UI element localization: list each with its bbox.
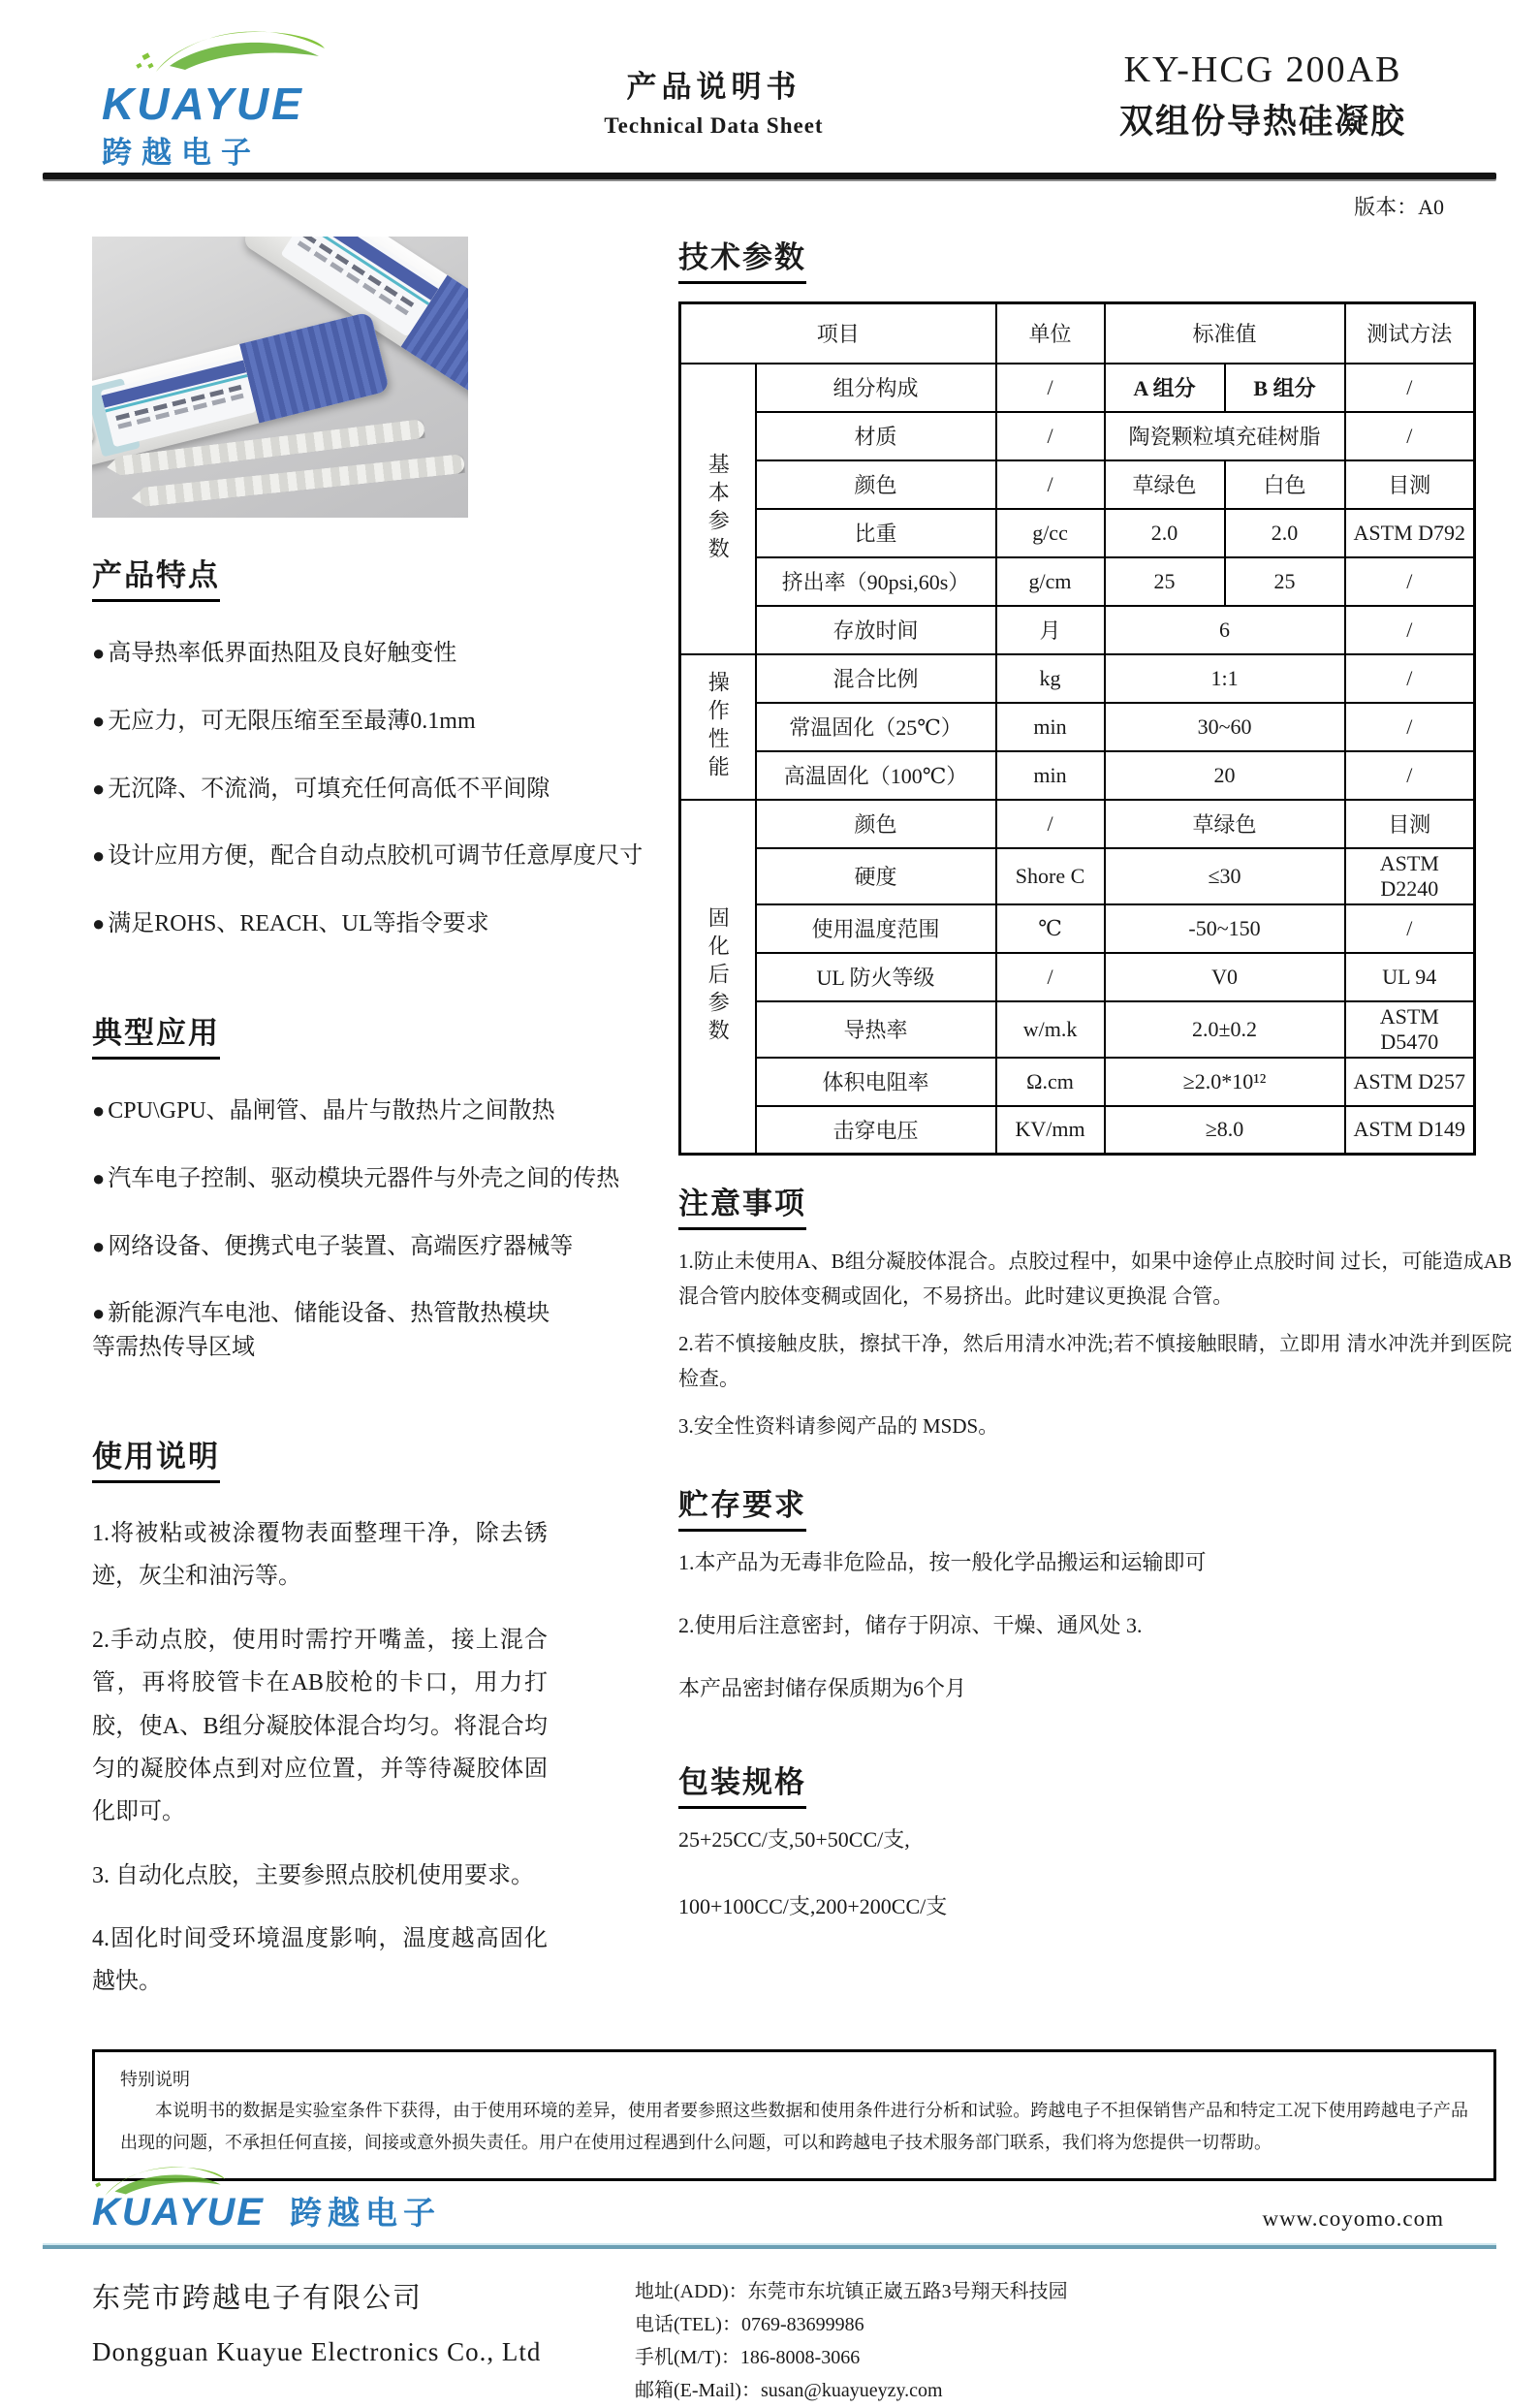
param-method: ASTM D2240 [1345,848,1475,904]
param-method: / [1345,703,1475,751]
application-item: ● 新能源汽车电池、储能设备、热管散热模块等需热传导区域 [92,1297,557,1365]
table-row [680,751,1475,800]
param-unit: / [996,364,1105,412]
param-method: ASTM D5470 [1345,1001,1475,1058]
note-item: 1.防止未使用A、B组分凝胶体混合。点胶过程中，如果中途停止点胶时间 过长，可能造成AB混合管内胶体变稠或固化，不易挤出。此时建议更换混 合管。 [678,1250,1512,1309]
table-row [680,606,1475,654]
param-name: 材质 [756,412,996,460]
param-group-basic: 基本参数 [680,364,756,654]
param-method: / [1345,606,1475,654]
application-item: ● 汽车电子控制、驱动模块元器件与外壳之间的传热 [92,1162,548,1196]
table-row [680,460,1475,509]
param-name: UL 防火等级 [756,953,996,1001]
contact-mobile: 手机(M/T)：186-8008-3066 [635,2347,861,2369]
param-value-a: 草绿色 [1105,460,1225,509]
logo-brand-en: KUAYUE [102,79,304,129]
feature-item: ● 高导热率低界面热阻及良好触变性 [92,637,548,671]
storage-item: 本产品密封储存保质期为6个月 [678,1675,967,1700]
param-method: / [1345,557,1475,606]
param-name: 硬度 [756,848,996,904]
logo-brand-en: KUAYUE [92,2191,265,2234]
param-method: / [1345,654,1475,703]
param-value-b: 2.0 [1225,509,1345,557]
table-row [680,654,1475,703]
special-note-title: 特别说明 [120,2069,190,2089]
param-unit: g/cm [996,557,1105,606]
company-logo [102,21,393,172]
footer-info [0,2249,1539,2408]
product-name: 双组份导热硅凝胶 [1118,103,1406,141]
packaging-list [678,1822,1512,1923]
param-value: 草绿色 [1105,800,1345,848]
param-name: 挤出率（90psi,60s） [756,557,996,606]
company-block [92,2276,635,2408]
param-unit: / [996,953,1105,1001]
param-method: 目测 [1345,800,1475,848]
company-name-en: Dongguan Kuayue Electronics Co., Ltd [92,2337,542,2367]
logo-swoosh-icon [133,21,336,81]
param-value: V0 [1105,953,1345,1001]
param-unit: / [996,800,1105,848]
param-unit: g/cc [996,509,1105,557]
table-row [680,1058,1475,1106]
param-unit: Shore C [996,848,1105,904]
application-item: ● CPU\GPU、晶闸管、晶片与散热片之间散热 [92,1094,548,1128]
param-name: 混合比例 [756,654,996,703]
table-row [680,557,1475,606]
section-title-notes: 注意事项 [678,1179,806,1230]
special-note-box [92,2049,1496,2182]
contact-address: 地址(ADD)：东莞市东坑镇正崴五路3号翔天科技园 [635,2281,1068,2303]
param-value: 2.0±0.2 [1105,1001,1345,1058]
param-value-a: A 组分 [1105,364,1225,412]
param-name: 组分构成 [756,364,996,412]
table-row [680,848,1475,904]
storage-list [678,1545,1512,1706]
param-name: 常温固化（25℃） [756,703,996,751]
tech-params-table [678,301,1476,1156]
param-name: 导热率 [756,1001,996,1058]
param-method: ASTM D792 [1345,509,1475,557]
col-header-unit: 单位 [996,303,1105,364]
param-name: 使用温度范围 [756,904,996,953]
param-value: 20 [1105,751,1345,800]
param-unit: w/m.k [996,1001,1105,1058]
param-unit: ℃ [996,904,1105,953]
version-label: 版本：A0 [1354,195,1444,219]
param-unit: min [996,703,1105,751]
contact-email: 邮箱(E-Mail)：susan@kuayueyzy.com [635,2380,943,2402]
param-group-operation: 操作性能 [680,654,756,800]
product-title-block [1035,21,1491,143]
doc-title-block [393,21,1035,139]
packaging-item: 100+100CC/支,200+200CC/支 [678,1894,948,1919]
application-item: ● 网络设备、便携式电子装置、高端医疗器械等 [92,1230,548,1264]
product-photo [92,237,468,518]
section-title-tech-params: 技术参数 [678,233,806,284]
col-header-item: 项目 [680,303,996,364]
param-value-b: 25 [1225,557,1345,606]
cartridge-plunger [239,311,390,423]
storage-item: 1.本产品为无毒非危险品，按一般化学品搬运和运输即可 [678,1549,1207,1574]
param-value: ≤30 [1105,848,1345,904]
param-value: 30~60 [1105,703,1345,751]
usage-list [92,1512,548,2004]
header [0,0,1539,171]
col-header-std: 标准值 [1105,303,1345,364]
param-name: 比重 [756,509,996,557]
applications-list [92,1094,620,1365]
note-item: 3.安全性资料请参阅产品的 MSDS。 [678,1414,999,1439]
param-unit: Ω.cm [996,1058,1105,1106]
param-method: / [1345,364,1475,412]
param-value-b: B 组分 [1225,364,1345,412]
logo-brand-cn: 跨越电子 [102,136,261,170]
param-value-a: 2.0 [1105,509,1225,557]
param-name: 存放时间 [756,606,996,654]
contact-block [635,2276,1068,2408]
website-text: www.coyomo.com [1262,2206,1444,2232]
param-method: / [1345,751,1475,800]
features-list [92,637,644,941]
table-row [680,1001,1475,1058]
param-value: ≥2.0*10¹² [1105,1058,1345,1106]
usage-step: 4.固化时间受环境温度影响，温度越高固化越快。 [92,1926,548,1995]
special-note-body: 本说明书的数据是实验室条件下获得，由于使用环境的差异，使用者要参照这些数据和使用条件进行分析和试验。跨越电子不担保销售产品和特定工况下使用跨越电子产品出现的问题，不承担任何直接，间接或意外损失责任。用户在使用过程遇到什么问题，可以和跨越电子技术服务部门联系，我们将为您提供一切帮助。 [120,2100,1468,2153]
col-header-method: 测试方法 [1345,303,1475,364]
param-value: 1:1 [1105,654,1345,703]
table-row [680,703,1475,751]
feature-item: ● 无应力，可无限压缩至至最薄0.1mm [92,705,548,739]
note-item: 2.若不慎接触皮肤，擦拭干净，然后用清水冲洗;若不慎接触眼睛，立即用 清水冲洗并到医院检查。 [678,1332,1512,1391]
table-row [680,904,1475,953]
param-value: -50~150 [1105,904,1345,953]
table-row [680,412,1475,460]
param-value-b: 白色 [1225,460,1345,509]
section-title-storage: 贮存要求 [678,1480,806,1532]
footer [0,2181,1539,2408]
param-value: ≥8.0 [1105,1106,1345,1155]
param-name: 击穿电压 [756,1106,996,1155]
product-model: KY-HCG 200AB [1123,49,1402,90]
main-content [0,221,1539,2024]
param-name: 颜色 [756,460,996,509]
logo-swoosh-icon [88,2160,234,2202]
param-name: 体积电阻率 [756,1058,996,1106]
feature-item: ● 满足ROHS、REACH、UL等指令要求 [92,907,548,941]
table-row [680,953,1475,1001]
usage-step: 2.手动点胶，使用时需拧开嘴盖，接上混合管，再将胶管卡在AB胶枪的卡口，用力打胶，使A、B组分凝胶体混合均匀。将混合均匀的凝胶体点到对应位置，并等待凝胶体固化即可。 [92,1627,548,1825]
cartridge-label [100,355,257,447]
param-value: 6 [1105,606,1345,654]
packaging-item: 25+25CC/支,50+50CC/支, [678,1827,910,1853]
param-unit: / [996,460,1105,509]
table-row [680,364,1475,412]
param-name: 高温固化（100℃） [756,751,996,800]
storage-item: 2.使用后注意密封，储存于阴凉、干燥、通风处 3. [678,1612,1143,1637]
footer-top [0,2181,1539,2237]
table-row [680,509,1475,557]
feature-item: ● 无沉降、不流淌，可填充任何高低不平间隙 [92,773,548,807]
left-column [92,227,644,2024]
param-unit: KV/mm [996,1106,1105,1155]
contact-tel: 电话(TEL)：0769-83699986 [635,2314,864,2336]
param-unit: / [996,412,1105,460]
section-title-usage: 使用说明 [92,1432,220,1483]
param-method: / [1345,412,1475,460]
param-method: UL 94 [1345,953,1475,1001]
right-column [678,227,1512,2024]
usage-step: 3. 自动化点胶，主要参照点胶机使用要求。 [92,1862,534,1888]
section-title-applications: 典型应用 [92,1008,220,1060]
param-unit: kg [996,654,1105,703]
param-unit: 月 [996,606,1105,654]
param-method: ASTM D257 [1345,1058,1475,1106]
param-method: / [1345,904,1475,953]
notes-list [678,1244,1512,1444]
footer-logo [92,2193,441,2232]
param-name: 颜色 [756,800,996,848]
section-title-packaging: 包装规格 [678,1758,806,1809]
table-row [680,1106,1475,1155]
param-value: 陶瓷颗粒填充硅树脂 [1105,412,1345,460]
table-row [680,800,1475,848]
param-value-a: 25 [1105,557,1225,606]
doc-title-en: Technical Data Sheet [604,113,824,138]
param-method: ASTM D149 [1345,1106,1475,1155]
section-title-features: 产品特点 [92,551,220,602]
table-header-row [680,303,1475,364]
usage-step: 1.将被粘或被涂覆物表面整理干净，除去锈迹，灰尘和油污等。 [92,1520,548,1590]
company-name-cn: 东莞市跨越电子有限公司 [92,2283,424,2315]
doc-title-cn: 产品说明书 [626,70,801,104]
param-unit: min [996,751,1105,800]
header-divider [43,173,1496,179]
param-group-cured: 固化后参数 [680,800,756,1155]
param-method: 目测 [1345,460,1475,509]
logo-brand-cn: 跨越电子 [289,2197,441,2233]
feature-item: ● 设计应用方便，配合自动点胶机可调节任意厚度尺寸 [92,840,548,873]
